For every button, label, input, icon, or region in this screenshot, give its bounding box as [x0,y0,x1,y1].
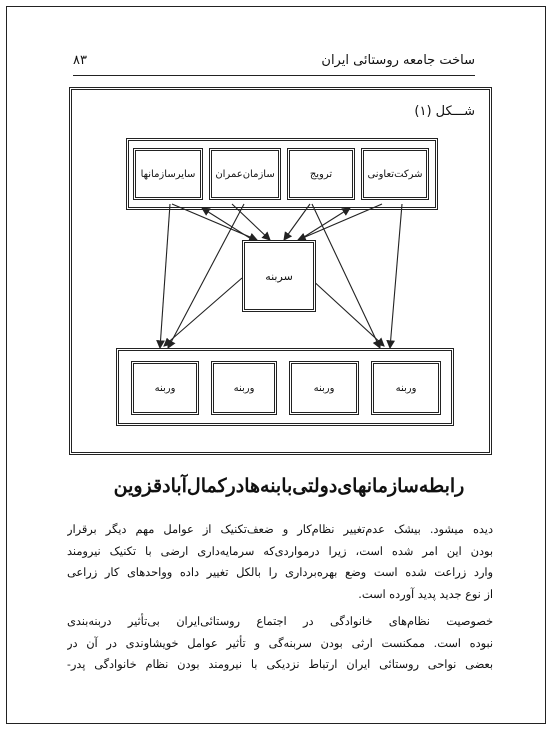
page-header [73,51,475,76]
center-box-sarbone: سربنه [242,240,316,312]
text-line: وارد زراعت شده است وضع بهره‌برداری را بالکل تغییر داده وواحدهای کار زراعی [67,566,493,579]
text-line: بودن این امر شده است، زیرا درمواردی‌که سرمایه‌داری ارضی با تکنیک نیرومند [67,544,493,558]
org-box-cooperative: شرکت‌تعاونی [361,148,429,200]
org-box-development: سازمان‌عمران [209,148,281,200]
text-line: خصوصیت نظام‌های خانوادگی در اجتماع روستائی‌ایران بی‌تأثیر دربنه‌بندی [67,615,493,628]
book-page [6,6,546,724]
body-text [67,519,493,676]
member-box-4: وربنه [131,361,199,415]
text-line: بعضی نواحی روستائی ایران ارتباط نزدیکی با نیرومند بودن نظام خانوادگی پدر- [67,658,493,671]
running-title: ساخت جامعه روستائی ایران [321,53,475,68]
bone-members-group [116,348,454,426]
member-box-3: وربنه [211,361,277,415]
member-box-1: وربنه [371,361,441,415]
government-organizations-group [126,138,438,210]
org-box-extension: ترویج [287,148,355,200]
figure-heading: رابطه‌سازمانهای‌دولتی‌بابنه‌هادرکمال‌آبادقزوین [113,475,465,497]
member-box-2: وربنه [289,361,359,415]
text-line: دیده میشود. بیشک عدم‌تغییر نظام‌کار و ضعف‌تکنیک از عوامل مهم دیگر برقرار [67,523,493,536]
org-box-other: سایرسازمانها [133,148,203,200]
figure-caption: شـــکل (۱) [414,104,475,119]
paragraph-1 [67,519,493,605]
text-line: نبوده است. ممکنست ارثی بودن سربنه‌گی و تأثیر عوامل خویشاوندی در آن در [67,636,493,650]
paragraph-2 [67,611,493,676]
page-number: ۸۳ [73,53,87,68]
text-line: از نوع جدید پدید آورده است. [358,587,493,601]
figure-diagram [69,87,492,455]
